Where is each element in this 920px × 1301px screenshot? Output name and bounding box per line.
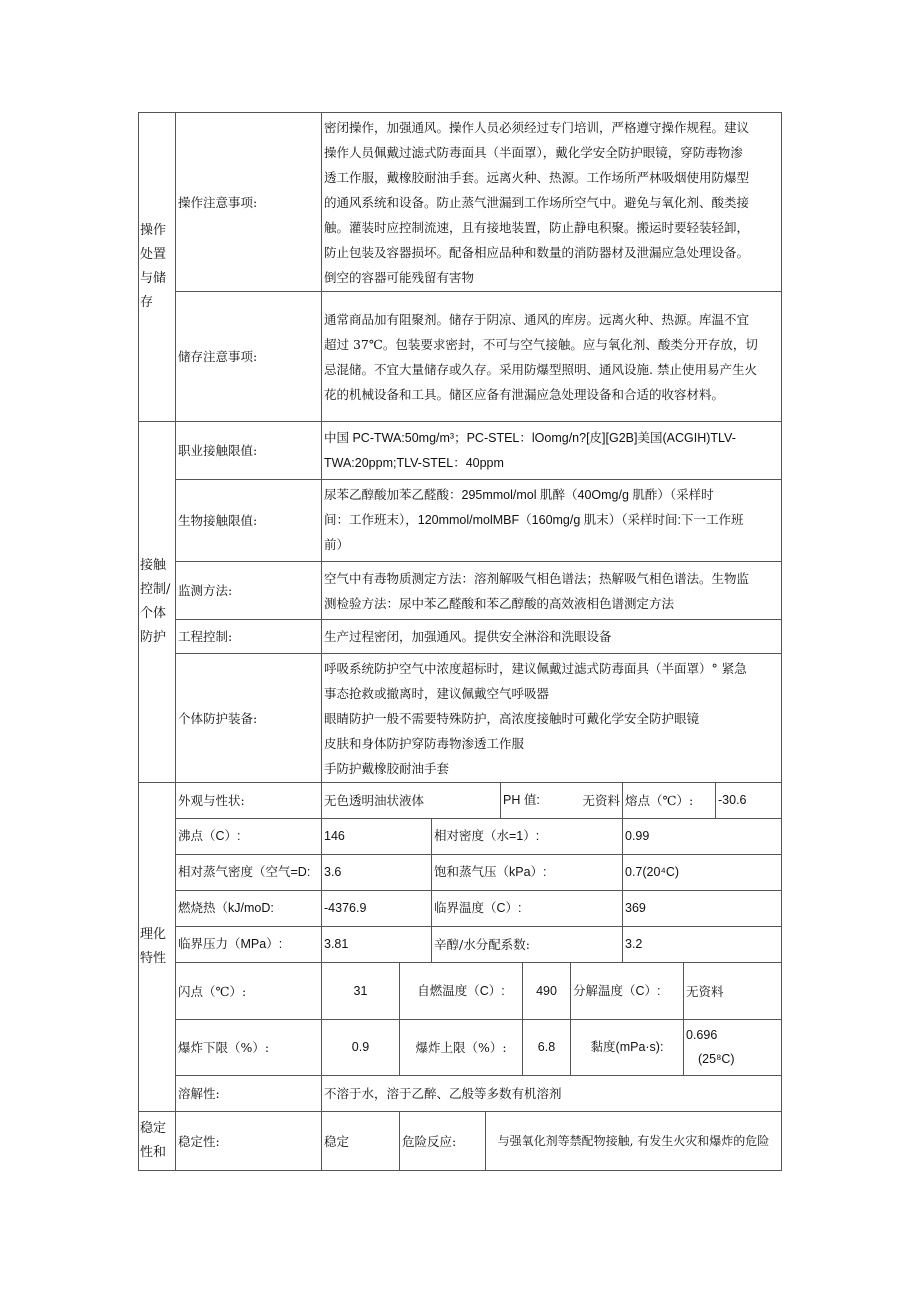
label-critical-pressure	[175, 926, 322, 963]
value-appearance	[321, 782, 501, 819]
value-ppe	[321, 653, 782, 783]
section-title-line: 理化	[140, 927, 167, 942]
value-heat-of-combustion	[321, 890, 432, 927]
field-value: 0.9	[351, 1040, 370, 1054]
value-engineering-control	[321, 619, 782, 654]
field-label: 饱和蒸气压（kPa）:	[434, 865, 547, 879]
label-melting-point	[622, 782, 716, 819]
label-occupational-limit	[175, 421, 322, 480]
field-label: 危险反应:	[402, 1133, 457, 1149]
value-vapor-pressure	[622, 854, 782, 891]
section-title-exposure	[138, 421, 176, 783]
label-partition-coefficient	[431, 926, 623, 963]
text-line: 的通风系统和设备。防止蒸气泄漏到工作场所空气中。避免与氧化剂、酸类接	[324, 194, 750, 210]
text-line: 手防护戴橡胶耐油手套	[324, 760, 450, 776]
field-value: 146	[324, 829, 345, 843]
field-label: 闪点（℃）:	[178, 983, 247, 999]
field-label: 沸点（C）:	[178, 829, 241, 843]
field-label: 职业接触限值:	[178, 443, 258, 458]
label-hazardous-reaction	[399, 1111, 486, 1171]
value-storage-notes	[321, 291, 782, 422]
ph-cell	[500, 782, 623, 819]
text-line: TWA:20ppm;TLV-STEL：40ppm	[324, 455, 504, 470]
label-ppe	[175, 653, 322, 783]
text-line: 眼睛防护一般不需要特殊防护，高浓度接触时可戴化学安全防护眼镜	[324, 710, 700, 726]
value-decomposition-temp	[683, 962, 782, 1020]
text-line: 呼吸系统防护空气中浓度超标时，建议佩戴过滤式防毒面具（半面罩）° 紧急	[324, 660, 747, 676]
field-label: 自燃温度（C）:	[417, 983, 505, 998]
label-solubility	[175, 1075, 322, 1112]
field-value: 0.99	[625, 829, 650, 843]
label-lower-explosive-limit	[175, 1019, 322, 1076]
field-label: 个体防护装备:	[178, 710, 258, 726]
field-value: 3.6	[324, 865, 342, 879]
field-label: PH 值:	[503, 793, 540, 807]
value-vapor-density	[321, 854, 432, 891]
text-line: 密闭操作，加强通风。操作人员必须经过专门培训，严格遵守操作规程。建议	[324, 119, 750, 135]
label-appearance	[175, 782, 322, 819]
field-label: 爆炸上限（%）:	[415, 1040, 507, 1055]
field-label: 分解温度（C）:	[573, 983, 661, 998]
text-line: 透工作服，戴橡胶耐油手套。远离火种、热源。工作场所严林吸烟使用防爆型	[324, 169, 750, 185]
field-label: 稳定性:	[178, 1133, 220, 1149]
label-biological-limit	[175, 479, 322, 562]
label-relative-density	[431, 818, 623, 855]
section-title-line: 处置	[140, 247, 167, 262]
field-label: 熔点（℃）:	[625, 793, 694, 808]
label-stability	[175, 1111, 322, 1171]
section-title-line: 稳定	[140, 1121, 167, 1136]
field-value: -30.6	[718, 793, 747, 807]
field-label: 相对蒸气密度（空气=D:	[178, 865, 311, 879]
label-decomposition-temp	[570, 962, 684, 1020]
text-line: 中国 PC-TWA:50mg/m³；PC-STEL：lOomg/n?[皮][G2B]美国(ACGIH)TLV-	[324, 430, 736, 445]
value-melting-point	[715, 782, 782, 819]
field-value: 无色透明油状液体	[324, 793, 425, 808]
field-label: 工程控制:	[178, 629, 233, 644]
field-value: 3.81	[324, 937, 349, 951]
value-autoignition	[522, 962, 571, 1020]
text-line: 花的机械设备和工具。储区应备有泄漏应急处理设备和合适的收容材料。	[324, 386, 725, 402]
field-label: 临界压力（MPa）:	[178, 937, 283, 951]
field-value: 31	[353, 983, 368, 998]
field-label: 溶解性:	[178, 1086, 220, 1101]
field-label: 储存注意事项:	[178, 349, 258, 364]
label-vapor-density	[175, 854, 322, 891]
text-line: 操作人员佩戴过滤式防毒面具（半面罩），戴化学安全防护眼镜，穿防毒物渗	[324, 144, 743, 160]
value-relative-density	[622, 818, 782, 855]
value-partition-coefficient	[622, 926, 782, 963]
value-upper-explosive-limit	[522, 1019, 571, 1076]
field-label: 辛醇/水分配系数:	[434, 937, 530, 952]
field-value: 稳定	[324, 1133, 350, 1149]
field-value: 不溶于水，溶于乙醉、乙般等多数有机溶剂	[324, 1086, 562, 1101]
value-occupational-limit	[321, 421, 782, 480]
value-critical-pressure	[321, 926, 432, 963]
section-title-line: 与储	[140, 271, 167, 286]
label-monitoring-method	[175, 561, 322, 620]
field-label: 黏度(mPa·s):	[590, 1040, 664, 1054]
text-line: 通常商品加有阻聚剂。储存于阴凉、通风的库房。远离火种、热源。库温不宜	[324, 311, 750, 327]
field-value: 0.696	[686, 1028, 718, 1042]
field-value: 6.8	[537, 1040, 556, 1054]
field-label: 操作注意事项:	[178, 194, 258, 210]
field-value: 与强氧化剂等禁配物接触, 有发生火灾和爆炸的危险	[497, 1133, 770, 1148]
value-viscosity	[683, 1019, 782, 1076]
field-value: 无资料	[686, 983, 724, 999]
label-viscosity	[570, 1019, 684, 1076]
text-line: 超过 37℃。包装要求密封，不可与空气接触。应与氧化剂、酸类分开存放，切	[324, 336, 758, 352]
text-line: 触。灌装时应控制流速，且有接地装置，防止静电积聚。搬运时要轻装轻卸，	[324, 219, 750, 235]
text-line: 尿苯乙醇酸加苯乙醛酸：295mmol/mol 肌醉（40Omg/g 肌酢）（采样时	[324, 488, 714, 502]
value-boiling-point	[321, 818, 432, 855]
value-hazardous-reaction	[485, 1111, 782, 1171]
value-stability	[321, 1111, 400, 1171]
label-autoignition	[399, 962, 523, 1020]
value-solubility	[321, 1075, 782, 1112]
field-label: 临界温度（C）:	[434, 901, 522, 915]
section-title-line: 性和	[140, 1145, 167, 1160]
label-critical-temperature	[431, 890, 623, 927]
label-vapor-pressure	[431, 854, 623, 891]
label-upper-explosive-limit	[399, 1019, 523, 1076]
field-label: 爆炸下限（%）:	[178, 1040, 270, 1055]
text-line: 事态抢救或撤离时，建议佩戴空气呼吸器	[324, 685, 550, 701]
value-operation-notes	[321, 112, 782, 292]
section-title-stability	[138, 1111, 176, 1171]
field-value: 490	[536, 983, 557, 998]
text-line: 测检验方法：尿中苯乙醛酸和苯乙醇酸的高效液相色谱测定方法	[324, 595, 675, 611]
text-line: 生产过程密闭，加强通风。提供安全淋浴和洗眼设备	[324, 629, 612, 644]
label-heat-of-combustion	[175, 890, 322, 927]
label-storage-notes	[175, 291, 322, 422]
section-title-line: 个体	[140, 606, 167, 621]
text-line: 倒空的容器可能残留有害物	[324, 269, 475, 285]
text-line: 防止包装及容器损坏。配备相应品种和数量的消防器材及泄漏应急处理设备。	[324, 244, 750, 260]
section-title-properties	[138, 782, 176, 1112]
section-title-line: 操作	[140, 223, 167, 238]
label-flash-point	[175, 962, 322, 1020]
field-label: 相对密度（水=1）:	[434, 829, 540, 843]
field-value: 369	[625, 901, 646, 915]
value-lower-explosive-limit	[321, 1019, 400, 1076]
text-line: 前）	[324, 538, 350, 552]
value-monitoring-method	[321, 561, 782, 620]
field-label: 燃烧热（kJ/moD:	[178, 901, 274, 915]
label-operation-notes	[175, 112, 322, 292]
field-label: 生物接触限值:	[178, 513, 258, 528]
section-title-line: 特性	[140, 951, 167, 966]
field-condition: (25⁸C)	[698, 1052, 735, 1066]
field-value: -4376.9	[324, 901, 367, 915]
section-title-line: 接触	[140, 558, 167, 573]
text-line: 皮肤和身体防护穿防毒物渗透工作服	[324, 735, 525, 751]
text-line: 空气中有毒物质测定方法：溶剂解吸气相色谱法；热解吸气相色谱法。生物监	[324, 570, 750, 586]
section-title-line: 控制/	[140, 582, 171, 597]
value-flash-point	[321, 962, 400, 1020]
field-value: 无资料	[582, 793, 620, 808]
section-title-line: 存	[140, 295, 154, 310]
field-value: 3.2	[625, 937, 643, 951]
label-boiling-point	[175, 818, 322, 855]
label-engineering-control	[175, 619, 322, 654]
text-line: 忌混储。不宜大量储存或久存。采用防爆型照明、通风设施. 禁止使用易产生火	[324, 361, 757, 377]
value-critical-temperature	[622, 890, 782, 927]
field-value: 0.7(20⁴C)	[625, 865, 680, 879]
section-title-handling	[138, 112, 176, 422]
text-line: 间：工作班末），120mmol/molMBF（160mg/g 肌末）（采样时间:下一工作班	[324, 513, 744, 527]
field-label: 外观与性状:	[178, 793, 245, 808]
section-title-line: 防护	[140, 630, 167, 645]
value-biological-limit	[321, 479, 782, 562]
field-label: 监测方法:	[178, 583, 233, 598]
